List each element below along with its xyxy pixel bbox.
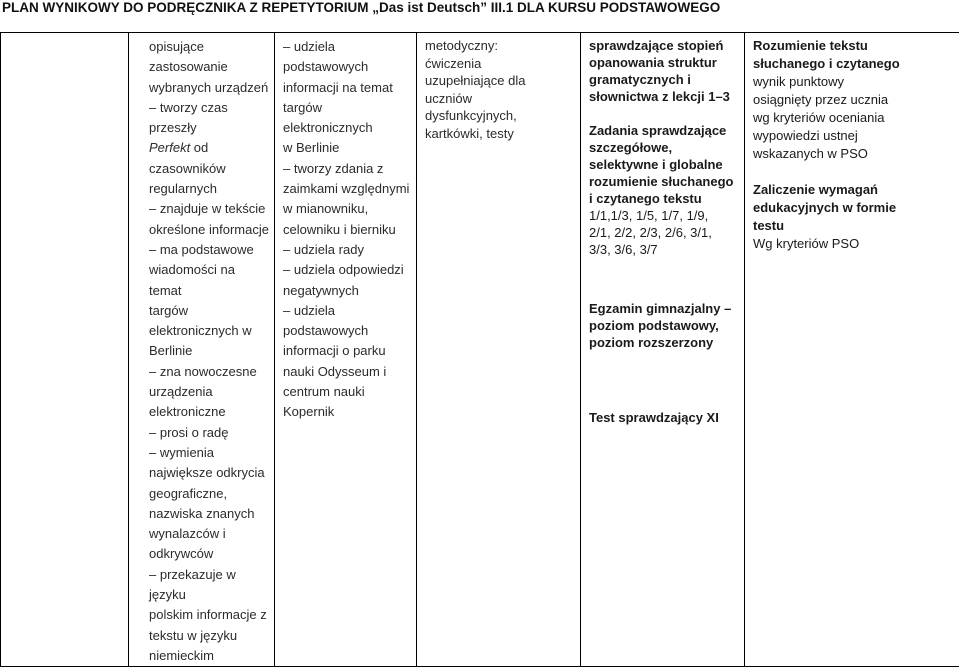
list-item: centrum nauki bbox=[283, 382, 412, 402]
list-item: ćwiczenia bbox=[425, 55, 576, 73]
list-item: poziom rozszerzony bbox=[589, 334, 740, 351]
list-item: Zaliczenie wymagań bbox=[753, 181, 955, 199]
list-item: metodyczny: bbox=[425, 37, 576, 55]
list-item: opisujące bbox=[149, 37, 270, 57]
list-item: – udziela rady bbox=[283, 240, 412, 260]
list-item: selektywne i globalne bbox=[589, 156, 740, 173]
list-item: wynik punktowy bbox=[753, 73, 955, 91]
list-item: uzupełniające dla bbox=[425, 72, 576, 90]
skills-cell bbox=[129, 33, 275, 667]
list-item bbox=[149, 138, 270, 158]
list-item: celowniku i bierniku bbox=[283, 220, 412, 240]
list-item: – przekazuje w języku bbox=[149, 565, 270, 606]
list-item: Rozumienie tekstu bbox=[753, 37, 955, 55]
list-item: kartkówki, testy bbox=[425, 125, 576, 143]
document-title: PLAN WYNIKOWY DO PODRĘCZNIKA Z REPETYTORIUM „Das ist Deutsch” III.1 DLA KURSU PODSTAWOWEGO bbox=[2, 0, 957, 18]
list-item: nauki Odysseum i bbox=[283, 362, 412, 382]
list-item: elektronicznych w bbox=[149, 321, 270, 341]
list-item: Egzamin gimnazjalny – bbox=[589, 300, 740, 317]
list-item: – tworzy zdania z bbox=[283, 159, 412, 179]
list-item: słownictwa z lekcji 1–3 bbox=[589, 88, 740, 105]
list-item: Zadania sprawdzające bbox=[589, 122, 740, 139]
list-item: – prosi o radę bbox=[149, 423, 270, 443]
list-item: – tworzy czas przeszły bbox=[149, 98, 270, 139]
list-item: rozumienie słuchanego bbox=[589, 173, 740, 190]
list-item: podstawowych bbox=[283, 57, 412, 77]
list-item: polskim informacje z bbox=[149, 605, 270, 625]
evaluation-cell bbox=[745, 33, 959, 667]
plan-table bbox=[0, 32, 959, 667]
list-item: Test sprawdzający XI bbox=[589, 409, 740, 426]
list-item: największe odkrycia bbox=[149, 463, 270, 483]
list-item: w mianowniku, bbox=[283, 199, 412, 219]
list-item: elektroniczne bbox=[149, 402, 270, 422]
list-item: 1/1,1/3, 1/5, 1/7, 1/9, bbox=[589, 207, 740, 224]
list-item: – udziela bbox=[283, 301, 412, 321]
table-row bbox=[1, 33, 959, 667]
list-item: – udziela bbox=[283, 37, 412, 57]
list-item: nazwiska znanych bbox=[149, 504, 270, 524]
list-item: podstawowych bbox=[283, 321, 412, 341]
list-item: targów bbox=[149, 301, 270, 321]
list-item: wypowiedzi ustnej bbox=[753, 127, 955, 145]
list-item: – zna nowoczesne bbox=[149, 362, 270, 382]
list-item: 2/1, 2/2, 2/3, 2/6, 3/1, bbox=[589, 224, 740, 241]
list-item: zaimkami względnymi bbox=[283, 179, 412, 199]
list-item: tekstu w języku bbox=[149, 626, 270, 646]
list-item: uczniów bbox=[425, 90, 576, 108]
list-item: czasowników bbox=[149, 159, 270, 179]
list-item: – wymienia bbox=[149, 443, 270, 463]
list-item: – ma podstawowe bbox=[149, 240, 270, 260]
list-item: słuchanego i czytanego bbox=[753, 55, 955, 73]
list-item: Kopernik bbox=[283, 402, 412, 422]
list-item: wg kryteriów oceniania bbox=[753, 109, 955, 127]
list-item: szczegółowe, bbox=[589, 139, 740, 156]
assessment-tools-cell bbox=[581, 33, 745, 667]
methodical-cell bbox=[417, 33, 581, 667]
speaking-skills-cell bbox=[275, 33, 417, 667]
list-item: i czytanego tekstu bbox=[589, 190, 740, 207]
list-item: negatywnych bbox=[283, 281, 412, 301]
list-item: odkrywców bbox=[149, 544, 270, 564]
list-item: wybranych urządzeń bbox=[149, 78, 270, 98]
empty-cell bbox=[1, 33, 129, 667]
list-item: 3/3, 3/6, 3/7 bbox=[589, 241, 740, 258]
list-item: zastosowanie bbox=[149, 57, 270, 77]
list-item: targów elektronicznych bbox=[283, 98, 412, 139]
list-item: regularnych bbox=[149, 179, 270, 199]
list-item: osiągnięty przez ucznia bbox=[753, 91, 955, 109]
list-item: Berlinie bbox=[149, 341, 270, 361]
list-item-text: od bbox=[190, 140, 208, 155]
list-item: gramatycznych i bbox=[589, 71, 740, 88]
list-item: niemieckim bbox=[149, 646, 270, 666]
list-item: Wg kryteriów PSO bbox=[753, 235, 955, 253]
list-item: wskazanych w PSO bbox=[753, 145, 955, 163]
list-item: – znajduje w tekście bbox=[149, 199, 270, 219]
list-item: w Berlinie bbox=[283, 138, 412, 158]
list-item: testu bbox=[753, 217, 955, 235]
list-item: wynalazców i bbox=[149, 524, 270, 544]
list-item: geograficzne, bbox=[149, 484, 270, 504]
perfekt-term: Perfekt bbox=[149, 140, 190, 155]
list-item: wiadomości na temat bbox=[149, 260, 270, 301]
list-item: poziom podstawowy, bbox=[589, 317, 740, 334]
list-item: opanowania struktur bbox=[589, 54, 740, 71]
list-item: sprawdzające stopień bbox=[589, 37, 740, 54]
list-item: dysfunkcyjnych, bbox=[425, 107, 576, 125]
list-item: – udziela odpowiedzi bbox=[283, 260, 412, 280]
list-item: edukacyjnych w formie bbox=[753, 199, 955, 217]
list-item: informacji o parku bbox=[283, 341, 412, 361]
list-item: informacji na temat bbox=[283, 78, 412, 98]
list-item: urządzenia bbox=[149, 382, 270, 402]
list-item: określone informacje bbox=[149, 220, 270, 240]
